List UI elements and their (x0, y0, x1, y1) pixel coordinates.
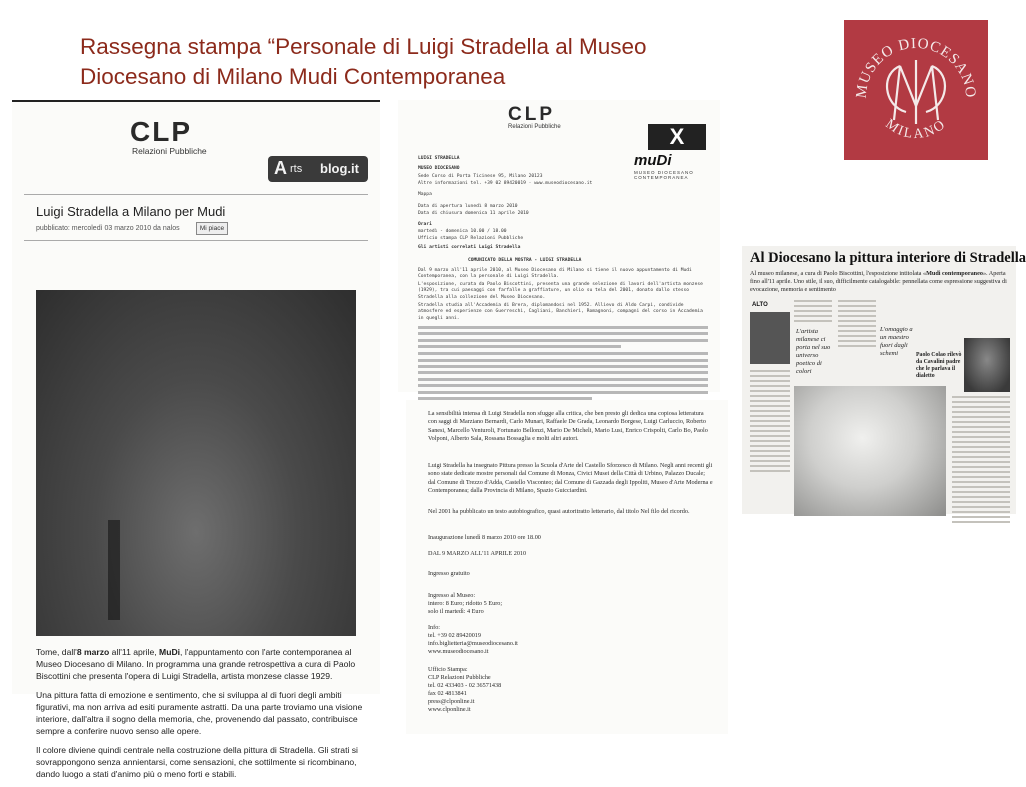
post-meta: pubblicato: mercoledì 03 marzo 2010 da nalos (36, 225, 180, 232)
press-office-name: CLP Relazioni Pubbliche (428, 674, 491, 681)
hours-value: martedì - domenica 10.00 / 18.00 (418, 229, 507, 234)
text-paragraph: Nel 2001 ha pubblicato un testo autobiografico, quasi autoritratto letterario, dal titolo Nel filo del ricordo. (428, 508, 690, 515)
pull-quote: L'omaggio a un maestro fuori dagli schemi (880, 326, 913, 357)
post-body (36, 646, 366, 787)
press-release-heading: COMUNICATO DELLA MOSTRA - LUIGI STRADELLA (468, 258, 582, 263)
pull-quote: L'artista milanese ci porta nel suo universo poetico di colori (796, 328, 831, 375)
tuesday-price: solo il martedì: 4 Euro (428, 608, 484, 615)
facebook-like-button[interactable]: Mi piace (196, 222, 228, 235)
newspaper-columns (748, 298, 1010, 510)
closing-date: Data di chiusura domenica 11 aprile 2010 (418, 211, 529, 216)
map-link[interactable]: Mappa (418, 192, 432, 197)
logo-text-top: MUSEO DIOCESANO (853, 35, 979, 100)
post-paragraph: Una pittura fatta di emozione e sentimento, che si sviluppa al di fuori degli ambiti figurativi, ma non arriva ad esiti puramente astratti. Da una parte troviamo una visione interiore, dall'altra il sogno della memoria, che, provenendo dal passato, contribuisce sempre a conferire nuovo senso alle opere. (36, 690, 363, 736)
slide-title (80, 32, 780, 92)
clp-logo: CLP (508, 104, 555, 125)
divider (12, 100, 380, 102)
press-release-paragraph: Dal 9 marzo all'11 aprile 2010, al Museo Diocesano di Milano si tiene il nuovo appuntamento di Mudi Contemporanea, con la personale di Luigi Stradella. (418, 268, 692, 280)
slide-title-line-2: Diocesano di Milano Mudi Contemporanea (80, 64, 506, 89)
clp-logo: CLP (130, 116, 192, 147)
opening-date: Data di apertura lunedì 8 marzo 2010 (418, 204, 518, 209)
text-column (750, 370, 790, 475)
text-column (794, 300, 832, 325)
artwork-photo (794, 386, 946, 516)
museo-diocesano-logo (844, 20, 988, 160)
clp-subtitle: Relazioni Pubbliche (132, 146, 207, 156)
museum-name: MUSEO DIOCESANO (418, 166, 460, 171)
artsblog-logo-arts: rts (290, 163, 303, 175)
artwork-photo (36, 290, 356, 636)
text-column (838, 300, 876, 350)
museum-address: Sede Corso di Porta Ticinese 95, Milano 20123 (418, 174, 543, 179)
artsblog-logo-a: A (274, 158, 287, 178)
logo-text-bottom: MILANO (882, 116, 950, 143)
museum-entry-label: Ingresso al Museo: (428, 592, 476, 599)
logo-monogram (887, 60, 945, 124)
divider (24, 240, 368, 241)
press-release-paragraph: Stradella studia all'Accademia di Brera, diplomandosi nel 1952. Allievo di Aldo Carpi, condivide atmosfere ed esperienze con Guerreschi, Cagliani, Banchieri, Romagnoni, compagni del corso in Accademia in quegli anni. (418, 303, 703, 321)
clipping-testo (406, 400, 728, 734)
hours-label: Orari (418, 222, 432, 227)
press-office: Ufficio stampa CLP Relazioni Pubbliche (418, 236, 524, 241)
artsblog-logo (268, 156, 368, 182)
press-office-email[interactable]: press@clponline.it (428, 698, 475, 705)
info-phone: tel. +39 02 89420019 (428, 632, 481, 639)
info-label: Info: (428, 624, 441, 631)
info-website[interactable]: www.museodiocesano.it (428, 648, 489, 655)
section-label: ALTO (752, 302, 768, 308)
clipping-artsblog (12, 100, 380, 779)
slide-title-line-1: Rassegna stampa “Personale di Luigi Stradella al Museo (80, 34, 647, 59)
clp-subtitle: Relazioni Pubbliche (508, 124, 561, 130)
press-release-text-block (418, 326, 708, 403)
text-column (952, 396, 1010, 526)
press-release-paragraph: L'esposizione, curata da Paolo Biscottini, presenta una grande selezione di lavori dell'artista monzese (1929), tra cui paesaggi con farfalle a graffiature, un olio su tela del 2001, donato dallo stesso Stradella alla collezione del Museo Diocesano. (418, 282, 703, 300)
press-office-phone: tel. 02 433403 - 02 36571438 (428, 682, 502, 689)
press-office-fax: fax 02 4813841 (428, 690, 467, 697)
artist-small-photo (750, 312, 790, 364)
post-paragraph: Tome, dall'8 marzo all'11 aprile, MuDi, l'appuntamento con l'arte contemporanea al Museo Diocesano di Milano. In programma una grande retrospettiva a cura di Paolo Biscottini che presenta l'opera di Luigi Stradella, artista monzese classe 1929. (36, 647, 356, 681)
press-office-label: Ufficio Stampa: (428, 666, 468, 673)
text-paragraph: Luigi Stradella ha insegnato Pittura presso la Scuola d'Arte del Castello Sforzesco di Milano. Negli anni recenti gli sono state dedicate mostre personali dal Comune di Monza, Civici Musei della Città di Urbino, Palazzo Ducale; dal Comune di Trezzo d'Adda, Castello Visconteo; dal Comune di Gazzada degli Ippoliti, Museo d'Arte Moderna e Contemporanea; dalla Provincia di Milano, Spazio Guicciardini. (428, 462, 713, 495)
clipping-giornale (742, 246, 1026, 514)
divider (24, 194, 368, 195)
x-logo: X (648, 124, 706, 150)
post-title: Luigi Stradella a Milano per Mudi (36, 204, 226, 219)
portrait-photo (964, 338, 1010, 392)
newspaper-subheadline: Al museo milanese, a cura di Paolo Biscottini, l'esposizione intitolata «Mudi contemporaneo». Aperta fino all'11 aprile. Uno stile, il suo, difficilmente catalogabile: pennellata come espressione suggestiva di evocazione, memoria e sentimento (750, 270, 1007, 293)
photo-caption: Paolo Colao rilevò da Cavalini padre che le parlava il dialetto (916, 352, 962, 379)
related-artists: Gli artisti correlati Luigi Stradella (418, 245, 521, 250)
text-paragraph: La sensibilità intensa di Luigi Stradella non sfugge alla critica, che ben presto gli dedica una copiosa letteratura con saggi di Marziano Bernardi, Carlo Munari, Raffaele De Grada, Leonardo Borgese, Luigi Carluccio, Roberto Sanesi, Marcello Venturoli, Fortunato Bellonzi, Mario De Micheli, Mario Lusi, Enrico Crispolti, Carlo Bo, Paolo Volponi, Alberto Sala, Rossana Bossaglia e molti altri autori. (428, 410, 708, 443)
logo-emblem (844, 20, 988, 160)
free-entry: Ingresso gratuito (428, 570, 470, 577)
clipping-comunicato (398, 100, 720, 392)
newspaper-headline: Al Diocesano la pittura interiore di Stradella (750, 250, 1026, 266)
exhibit-name: LUIGI STRADELLA (418, 156, 460, 161)
post-paragraph: Il colore diviene quindi centrale nella costruzione della pittura di Stradella. Gli strati si sovrappongono senza annientarsi, come sensazioni, che sottilmente si ricombinano, dando luogo a stati d'animo più o meno forti e stabili. (36, 745, 358, 779)
museum-info: Altre informazioni tel. +39 02 89420019 · www.museodiocesano.it (418, 181, 593, 186)
press-office-website[interactable]: www.clponline.it (428, 706, 471, 713)
inauguration: Inaugurazione lunedì 8 marzo 2010 ore 18.00 (428, 534, 541, 541)
mudi-subtitle: MUSEO DIOCESANO CONTEMPORANEA (634, 170, 694, 180)
mudi-logo: muDi (634, 152, 672, 169)
ticket-prices: intero: 8 Euro; ridotto 5 Euro; (428, 600, 503, 607)
info-email[interactable]: info.biglietteria@museodiocesano.it (428, 640, 518, 647)
artsblog-logo-name: blog.it (320, 161, 359, 176)
exhibit-dates: DAL 9 MARZO ALL'11 APRILE 2010 (428, 550, 527, 557)
